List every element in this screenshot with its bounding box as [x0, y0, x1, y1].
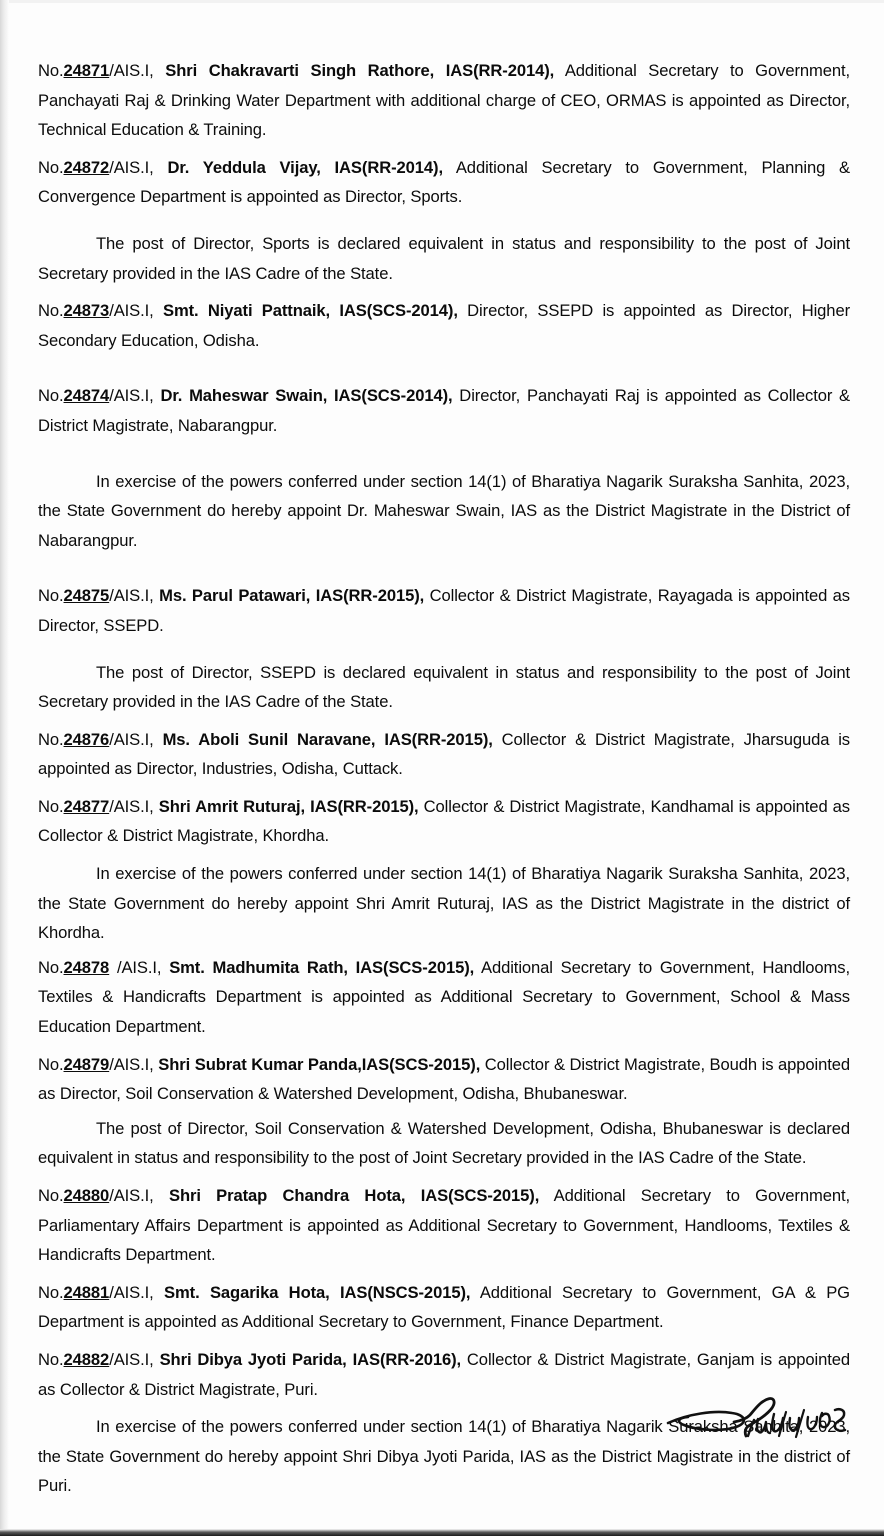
- clause-ref-prefix: No.: [38, 301, 64, 321]
- signature-block: [662, 1392, 862, 1476]
- clause-body-text: Collector & District Magistrate, Boudh is appointed as Director, Soil Conservation & Watershed Development, Odisha, Bhubaneswar.: [38, 1054, 850, 1104]
- clause-ref-suffix: /AIS.I,: [109, 301, 163, 321]
- clause-ref-suffix: /AIS.I,: [109, 586, 160, 606]
- clause-ref-prefix: No.: [38, 957, 64, 977]
- clause-ref-prefix: No.: [38, 796, 64, 816]
- officer-name: Shri Dibya Jyoti Parida, IAS(RR-2016),: [159, 1349, 462, 1369]
- clause-ref-number: 24872: [63, 157, 110, 177]
- handwritten-signature-icon: [662, 1392, 862, 1476]
- order-clause-paragraph: [38, 792, 850, 859]
- order-clause-paragraph: [38, 581, 850, 657]
- clause-body-text: Additional Secretary to Government, GA & PG Department is appointed as Additional Secretary to Government, Finance Department.: [38, 1282, 850, 1332]
- clause-ref-number: 24874: [63, 386, 110, 406]
- order-clause-paragraph: [38, 1050, 850, 1114]
- order-clause-paragraph: [38, 725, 850, 792]
- order-clause-paragraph: [38, 56, 850, 153]
- note-text: The post of Director, Soil Conservation & Watershed Development, Odisha, Bhubaneswar is declared equivalent in status and responsibility to the post of Joint Secretary provided in the IAS Cadre of the State.: [38, 1118, 850, 1168]
- note-text: In exercise of the powers conferred under section 14(1) of Bharatiya Nagarik Suraksha Sanhita, 2023, the State Government do hereby appoint Shri Dibya Jyoti Parida, IAS as the District Magistrate in the district of Puri.: [38, 1417, 850, 1496]
- order-clause-paragraph: [38, 953, 850, 1050]
- clause-body-text: Additional Secretary to Government, Planning & Convergence Department is appointed as Director, Sports.: [38, 157, 850, 207]
- officer-name: Smt. Madhumita Rath, IAS(SCS-2015),: [169, 957, 475, 977]
- officer-name: Dr. Maheswar Swain, IAS(SCS-2014),: [160, 386, 453, 406]
- order-note-paragraph: [38, 859, 850, 953]
- note-text: The post of Director, Sports is declared equivalent in status and responsibility to the post of Joint Secretary provided in the IAS Cadre of the State.: [38, 233, 850, 283]
- clause-ref-suffix: /AIS.I,: [109, 796, 159, 816]
- clause-ref-prefix: No.: [38, 61, 64, 80]
- officer-name: Shri Pratap Chandra Hota, IAS(SCS-2015),: [168, 1186, 540, 1205]
- clause-body-text: Additional Secretary to Government, Handlooms, Textiles & Handicrafts Department is appointed as Additional Secretary to Government, School & Mass Education Department.: [38, 957, 850, 1037]
- order-clause-paragraph: [38, 296, 850, 381]
- note-text: The post of Director, SSEPD is declared equivalent in status and responsibility to the post of Joint Secretary provided in the IAS Cadre of the State.: [38, 662, 850, 712]
- officer-name: Shri Amrit Ruturaj, IAS(RR-2015),: [158, 796, 419, 816]
- clause-body-text: Additional Secretary to Government, Panchayati Raj & Drinking Water Department with additional charge of CEO, ORMAS is appointed as Director, Technical Education & Training.: [38, 61, 851, 140]
- clause-ref-number: 24881: [63, 1282, 110, 1302]
- clause-ref-suffix: /AIS.I,: [109, 61, 166, 80]
- clause-body-text: Director, SSEPD is appointed as Director, Higher Secondary Education, Odisha.: [38, 301, 850, 350]
- officer-name: Shri Chakravarti Singh Rathore, IAS(RR-2014),: [165, 61, 555, 80]
- clause-ref-prefix: No.: [38, 1282, 64, 1302]
- clause-ref-suffix: /AIS.I,: [109, 1186, 169, 1205]
- clause-ref-prefix: No.: [38, 729, 64, 749]
- order-clause-paragraph: [38, 1278, 850, 1345]
- clause-ref-number: 24879: [63, 1054, 110, 1074]
- clause-body-text: Additional Secretary to Government, Parliamentary Affairs Department is appointed as Additional Secretary to Government, Handlooms, Textiles & Handicrafts Department.: [38, 1186, 850, 1265]
- clause-ref-number: 24875: [63, 586, 110, 606]
- document-body: [38, 56, 850, 1509]
- officer-name: Dr. Yeddula Vijay, IAS(RR-2014),: [167, 157, 443, 177]
- clause-ref-prefix: No.: [38, 1349, 64, 1369]
- scan-edge-bottom-shadow: [0, 1529, 884, 1536]
- clause-ref-suffix: /AIS.I,: [109, 386, 161, 406]
- clause-body-text: Director, Panchayati Raj is appointed as Collector & District Magistrate, Nabarangpur.: [38, 386, 851, 435]
- scan-edge-left-shadow: [0, 0, 9, 1536]
- clause-ref-suffix: /AIS.I,: [109, 1054, 159, 1074]
- clause-body-text: Collector & District Magistrate, Ganjam is appointed as Collector & District Magistrate, Puri.: [38, 1349, 851, 1399]
- clause-ref-number: 24878: [63, 957, 110, 977]
- clause-body-text: Collector & District Magistrate, Jharsuguda is appointed as Director, Industries, Odisha, Cuttack.: [38, 729, 851, 779]
- clause-ref-number: 24877: [63, 796, 110, 816]
- clause-ref-prefix: No.: [38, 157, 64, 177]
- order-note-paragraph: [38, 1114, 850, 1181]
- order-clause-paragraph: [38, 1181, 850, 1278]
- order-clause-paragraph: [38, 153, 850, 229]
- clause-ref-number: 24873: [63, 301, 110, 321]
- order-clause-paragraph: [38, 381, 850, 466]
- officer-name: Shri Subrat Kumar Panda,IAS(SCS-2015),: [158, 1054, 481, 1074]
- clause-ref-prefix: No.: [38, 1186, 64, 1205]
- clause-ref-suffix: /AIS.I,: [109, 157, 168, 177]
- scan-edge-top: [0, 0, 884, 3]
- clause-ref-suffix: /AIS.I,: [109, 1282, 165, 1302]
- clause-ref-number: 24882: [63, 1349, 110, 1369]
- clause-ref-prefix: No.: [38, 586, 64, 606]
- clause-ref-suffix: /AIS.I,: [109, 957, 170, 977]
- clause-body-text: Collector & District Magistrate, Kandhamal is appointed as Collector & District Magistrate, Khordha.: [38, 796, 851, 846]
- officer-name: Ms. Aboli Sunil Naravane, IAS(RR-2015),: [162, 729, 493, 749]
- clause-ref-number: 24876: [63, 729, 110, 749]
- officer-name: Smt. Niyati Pattnaik, IAS(SCS-2014),: [163, 301, 458, 321]
- clause-ref-number: 24871: [63, 61, 110, 80]
- clause-body-text: Collector & District Magistrate, Rayagada is appointed as Director, SSEPD.: [38, 586, 850, 635]
- clause-ref-prefix: No.: [38, 1054, 64, 1074]
- note-text: In exercise of the powers conferred under section 14(1) of Bharatiya Nagarik Suraksha Sanhita, 2023, the State Government do hereby appoint Shri Amrit Ruturaj, IAS as the District Magistrate in the district of Khordha.: [38, 864, 850, 943]
- order-note-paragraph: [38, 229, 850, 296]
- order-note-paragraph: [38, 467, 850, 582]
- note-text: In exercise of the powers conferred under section 14(1) of Bharatiya Nagarik Suraksha Sanhita, 2023, the State Government do hereby appoint Dr. Maheswar Swain, IAS as the District Magistrate in the District of Nabarangpur.: [38, 471, 850, 550]
- clause-ref-prefix: No.: [38, 386, 64, 406]
- order-note-paragraph: [38, 658, 850, 725]
- clause-ref-suffix: /AIS.I,: [109, 1349, 160, 1369]
- clause-ref-suffix: /AIS.I,: [109, 729, 163, 749]
- officer-name: Smt. Sagarika Hota, IAS(NSCS-2015),: [164, 1282, 471, 1302]
- clause-ref-number: 24880: [63, 1186, 110, 1205]
- officer-name: Ms. Parul Patawari, IAS(RR-2015),: [159, 586, 425, 606]
